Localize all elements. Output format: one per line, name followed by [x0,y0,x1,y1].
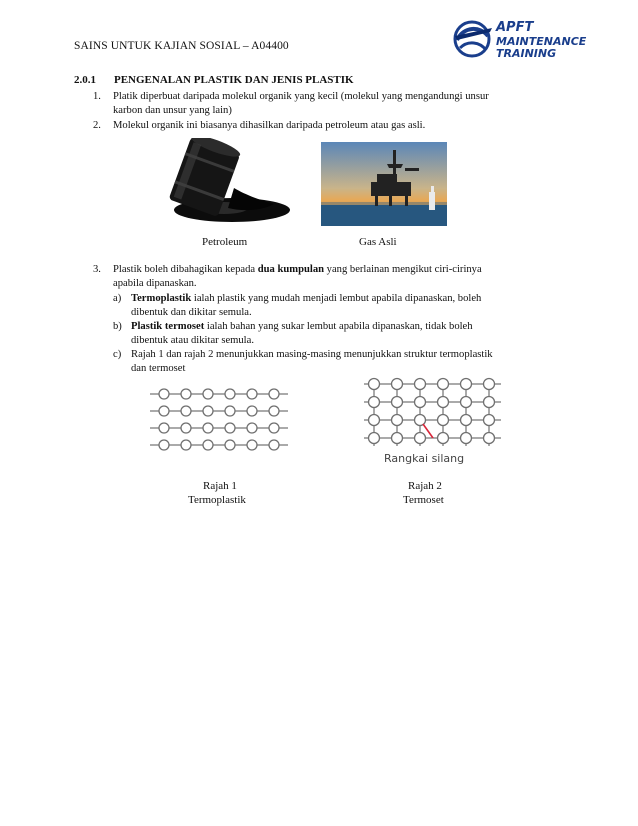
term-bold: Termoplastik [131,293,192,304]
figure-caption-rajah1: Rajah 1 [203,480,237,492]
sub-list-letter: a) [113,293,122,304]
monomer-node [159,406,169,416]
image-caption-gas: Gas Asli [359,236,397,248]
crosslink-label: Rangkai silang [384,452,465,465]
sub-list-text: Rajah 1 dan rajah 2 menunjukkan masing-masing menunjukkan struktur termoplastik [131,349,493,360]
thermoplastic-structure-diagram [146,384,296,456]
logo-text-training: TRAINING [496,47,557,60]
monomer-node [159,440,169,450]
monomer-node [461,397,472,408]
monomer-node [225,440,235,450]
monomer-node [269,440,279,450]
sub-list-text: dibentuk dan dikitar semula. [131,307,252,318]
monomer-node [438,379,449,390]
monomer-node [181,389,191,399]
list-text: Molekul organik ini biasanya dihasilkan daripada petroleum atau gas asli. [113,120,426,131]
monomer-node [247,406,257,416]
term-bold: Plastik termoset [131,321,205,332]
figure-caption-termoplastik: Termoplastik [188,494,246,506]
monomer-node [438,397,449,408]
monomer-node [438,415,449,426]
monomer-node [415,433,426,444]
monomer-node [369,415,380,426]
monomer-node [181,406,191,416]
list-number: 1. [93,91,101,102]
monomer-node [392,415,403,426]
logo-text-maintenance: MAINTENANCE [496,35,587,48]
thermoset-structure-diagram [360,376,520,468]
monomer-node [225,389,235,399]
sub-list-text: dan termoset [131,363,186,374]
monomer-node [225,423,235,433]
sub-list-text: ialah plastik yang mudah menjadi lembut apabila dipanaskan, boleh [191,293,482,304]
monomer-node [203,440,213,450]
list-number: 2. [93,120,101,131]
list-text: Platik diperbuat daripada molekul organik yang kecil (molekul yang mengandungi unsur [113,91,489,102]
petroleum-barrel-image [164,138,294,224]
monomer-node [269,406,279,416]
figure-caption-rajah2: Rajah 2 [408,480,442,492]
monomer-node [438,433,449,444]
monomer-node [203,406,213,416]
sub-list-item [113,292,573,322]
list-item [93,90,573,120]
monomer-node [247,423,257,433]
monomer-node [181,423,191,433]
monomer-node [392,433,403,444]
monomer-node [159,423,169,433]
section-title: PENGENALAN PLASTIK DAN JENIS PLASTIK [114,74,354,86]
monomer-node [203,389,213,399]
monomer-node [203,423,213,433]
list-text-bold: dua kumpulan [257,264,325,275]
monomer-node [369,397,380,408]
monomer-node [461,379,472,390]
sub-list-letter: c) [113,349,122,360]
sub-list-item [113,320,573,350]
monomer-node [484,379,495,390]
monomer-node [225,406,235,416]
monomer-node [369,433,380,444]
section-heading [74,74,354,86]
monomer-node [369,379,380,390]
monomer-node [181,440,191,450]
figure-caption-termoset: Termoset [403,494,444,506]
document-header-title: SAINS UNTUK KAJIAN SOSIAL – A04400 [74,40,289,52]
gas-platform-image [321,142,447,226]
list-item [93,119,573,135]
monomer-node [392,397,403,408]
apft-logo [452,18,598,60]
list-text: apabila dipanaskan. [113,278,197,289]
list-text: karbon dan unsur yang lain) [113,105,232,116]
monomer-node [484,433,495,444]
image-caption-petroleum: Petroleum [202,236,248,248]
monomer-node [415,397,426,408]
monomer-node [247,389,257,399]
sub-list-text: ialah bahan yang sukar lembut apabila dipanaskan, tidak boleh [204,321,473,332]
monomer-node [159,389,169,399]
monomer-node [392,379,403,390]
monomer-node [269,389,279,399]
list-text: yang berlainan mengikut ciri-cirinya [324,264,482,275]
monomer-node [461,433,472,444]
monomer-node [484,397,495,408]
monomer-node [415,379,426,390]
list-text: Plastik boleh dibahagikan kepada [113,264,258,275]
list-item [93,263,573,293]
list-number: 3. [93,264,101,275]
monomer-node [247,440,257,450]
monomer-node [461,415,472,426]
sub-list-text: dibentuk atau dikitar semula. [131,335,254,346]
monomer-node [484,415,495,426]
sub-list-item [113,348,573,378]
sub-list-letter: b) [113,321,122,332]
monomer-node [269,423,279,433]
globe-icon [455,22,492,56]
section-number: 2.0.1 [74,74,96,86]
logo-text-apft: APFT [496,20,534,35]
